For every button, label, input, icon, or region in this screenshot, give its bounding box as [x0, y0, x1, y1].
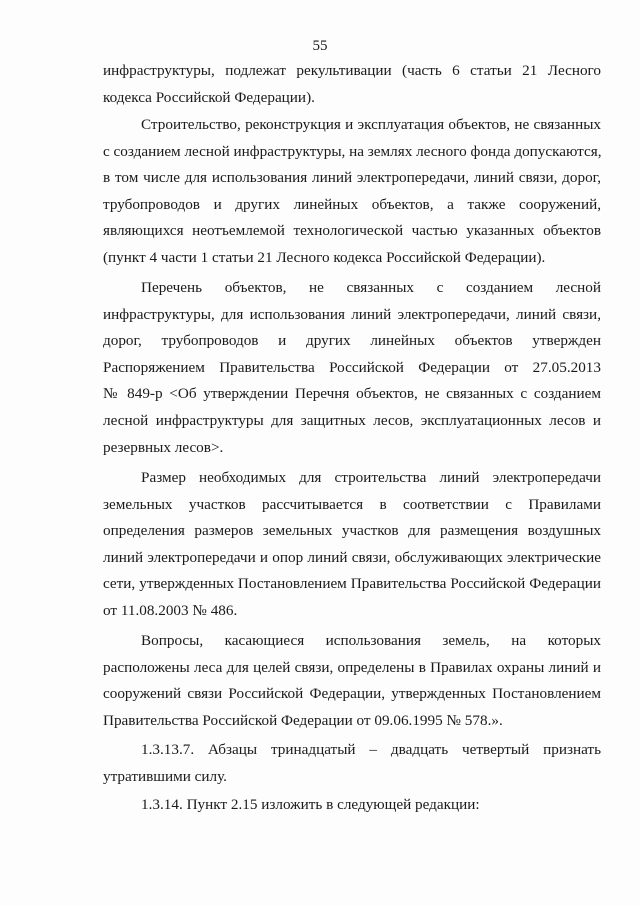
text-line: линий электропередачи и опор линий связи, обслуживающих электрические: [103, 548, 601, 566]
text-line: расположены леса для целей связи, определены в Правилах охраны линий и: [103, 658, 601, 676]
page-number: 55: [312, 38, 328, 54]
paragraph-construction: [103, 112, 601, 272]
text-line: инфраструктуры, для использования линий электропередачи, линий связи,: [103, 305, 601, 323]
text-line: Правительства Российской Федерации от 09.06.1995 № 578.».: [103, 711, 503, 729]
text-line: от 11.08.2003 № 486.: [103, 601, 238, 619]
text-line: 1.3.13.7. Абзацы тринадцатый – двадцать четвертый признать: [141, 741, 601, 758]
text-line: № 849-р <Об утверждении Перечня объектов, не связанных с созданием: [103, 385, 601, 403]
text-line: сооружений связи Российской Федерации, утвержденных Постановлением: [103, 685, 601, 703]
paragraph-continuation: [103, 58, 601, 111]
text-line: резервных лесов>.: [103, 438, 224, 456]
text-line: определения размеров земельных участков для размещения воздушных: [103, 522, 601, 540]
text-line: Строительство, реконструкция и эксплуатация объектов, не связанных: [141, 116, 601, 133]
text-line: Перечень объектов, не связанных с созданием лесной: [141, 279, 601, 296]
paragraph-item-1-3-14: [103, 792, 601, 819]
text-line: сети, утвержденных Постановлением Правительства Российской Федерации: [103, 575, 601, 593]
text-line: (пункт 4 части 1 статьи 21 Лесного кодекса Российской Федерации).: [103, 248, 546, 266]
text-line: в том числе для использования линий электропередачи, линий связи, дорог,: [103, 169, 601, 187]
text-line: лесной инфраструктуры для защитных лесов, эксплуатационных лесов и: [103, 411, 601, 429]
text-line: с созданием лесной инфраструктуры, на землях лесного фонда допускаются,: [103, 142, 602, 160]
text-line: дорог, трубопроводов и других линейных объектов утвержден: [103, 332, 601, 350]
text-line: Распоряжением Правительства Российской Федерации от 27.05.2013: [103, 358, 601, 376]
text-line: являющихся неотъемлемой технологической частью указанных объектов: [103, 222, 601, 240]
paragraph-communications: [103, 628, 601, 734]
paragraph-objects-list: [103, 275, 601, 461]
text-line: инфраструктуры, подлежат рекультивации (часть 6 статьи 21 Лесного: [103, 62, 601, 79]
paragraph-item-1-3-13-7: [103, 737, 601, 790]
text-line: кодекса Российской Федерации).: [103, 88, 315, 106]
paragraph-land-size: [103, 465, 601, 625]
text-line: Вопросы, касающиеся использования земель, на которых: [141, 632, 601, 649]
text-line: Размер необходимых для строительства линий электропередачи: [141, 469, 601, 486]
text-line: трубопроводов и других линейных объектов, а также сооружений,: [103, 195, 601, 213]
text-line: утратившими силу.: [103, 767, 227, 785]
text-line: 1.3.14. Пункт 2.15 изложить в следующей редакции:: [141, 796, 480, 813]
text-line: земельных участков рассчитывается в соответствии с Правилами: [103, 495, 601, 513]
